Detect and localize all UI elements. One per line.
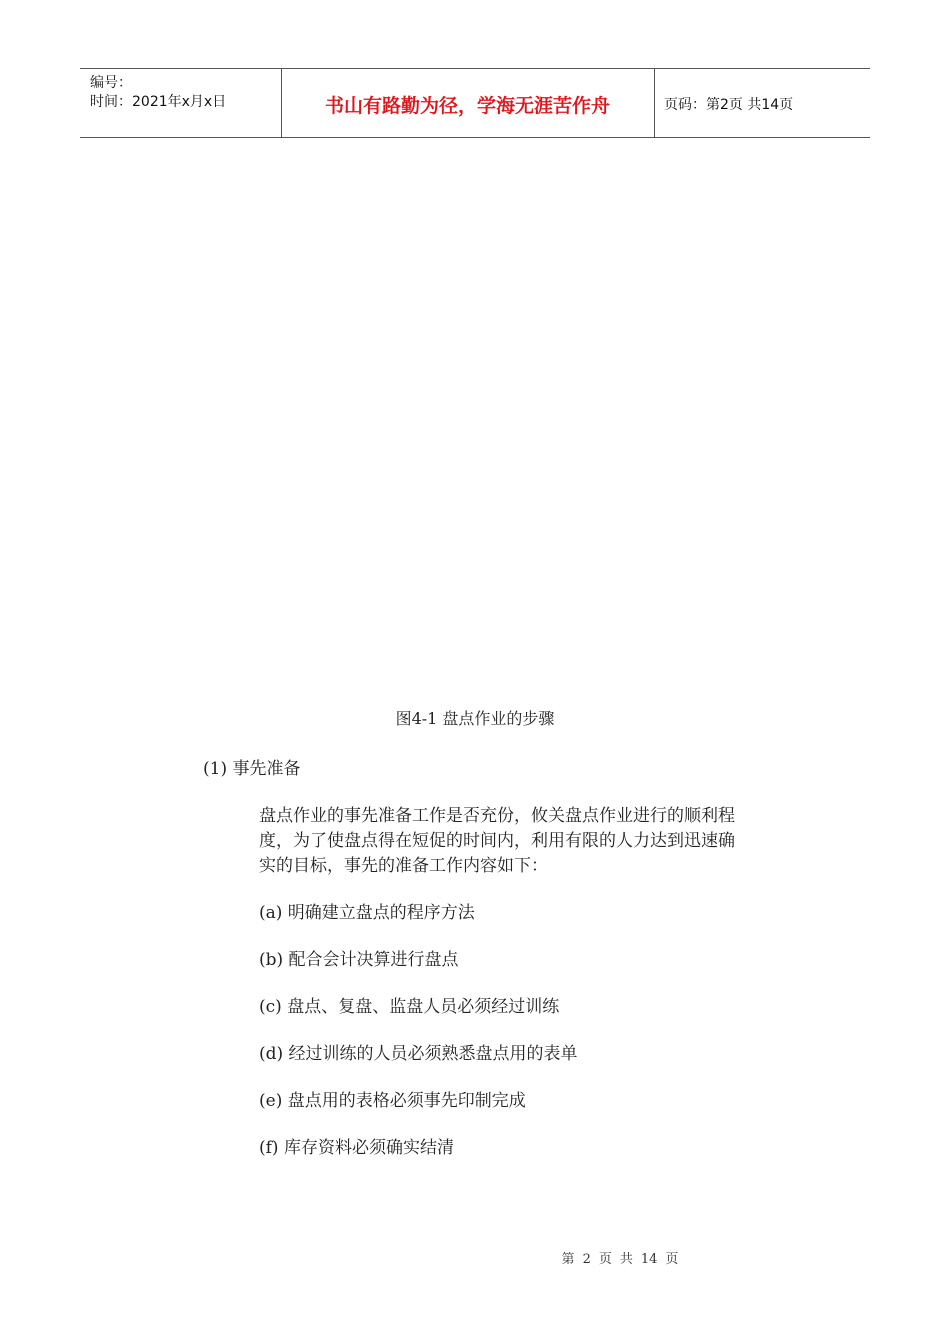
footer-total-pages: 14: [640, 1252, 658, 1267]
figure-caption: 图4-1 盘点作业的步骤: [395, 709, 555, 728]
header-page-cell: [655, 69, 870, 137]
header-page-info: 页码：第2页 共14页: [664, 97, 794, 113]
header-motto-cell: [281, 69, 655, 137]
list-item: (b) 配合会计决算进行盘点: [259, 950, 459, 970]
page-footer: [0, 1248, 950, 1267]
paragraph-line: 盘点作业的事先准备工作是否充份，攸关盘点作业进行的顺利程: [259, 806, 735, 826]
list-item: (a) 明确建立盘点的程序方法: [259, 903, 475, 923]
paragraph-line: 度，为了使盘点得在短促的时间内，利用有限的人力达到迅速确: [259, 831, 735, 851]
section-heading: (1) 事先准备: [203, 759, 301, 779]
list-item: (d) 经过训练的人员必须熟悉盘点用的表单: [259, 1044, 578, 1064]
footer-gong: 共: [619, 1252, 633, 1267]
document-number-label: 编号：: [90, 75, 132, 91]
footer-ye: 页: [598, 1252, 612, 1267]
document-time-label: 时间：2021年x月x日: [90, 94, 227, 110]
footer-di: 第: [561, 1252, 575, 1267]
footer-ye: 页: [665, 1252, 679, 1267]
header-meta-cell: [80, 69, 282, 137]
list-item: (f) 库存资料必须确实结清: [259, 1138, 454, 1158]
list-item: (e) 盘点用的表格必须事先印制完成: [259, 1091, 526, 1111]
footer-page-number: 2: [582, 1252, 591, 1267]
header-motto: 书山有路勤为径，学海无涯苦作舟: [324, 95, 610, 117]
list-item: (c) 盘点、复盘、监盘人员必须经过训练: [259, 997, 560, 1017]
paragraph-line: 实的目标，事先的准备工作内容如下：: [259, 856, 548, 876]
document-header: [80, 68, 870, 138]
